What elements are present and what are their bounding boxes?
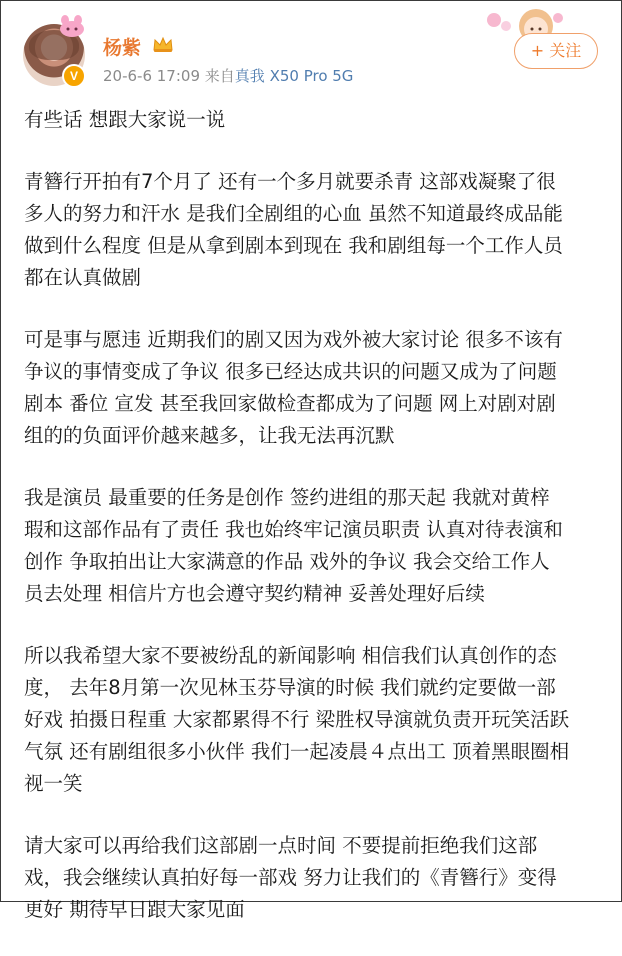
bunny-icon <box>56 14 88 38</box>
body-line: 气氛 还有剧组很多小伙伴 我们一起凌晨４点出工 顶着黑眼圈相 <box>24 740 570 763</box>
verified-badge-icon: V <box>62 64 86 88</box>
body-line: 多人的努力和汗水 是我们全剧组的心血 虽然不知道最终成品能 <box>24 202 563 225</box>
crown-icon[interactable] <box>152 35 174 53</box>
body-paragraph <box>24 830 608 926</box>
follow-button[interactable]: + 关注 <box>514 33 598 69</box>
body-paragraph <box>24 324 608 452</box>
body-line: 视一笑 <box>24 772 83 795</box>
body-line: 戏，我会继续认真拍好每一部戏 努力让我们的《青簪行》变得 <box>24 866 557 889</box>
body-line: 所以我希望大家不要被纷乱的新闻影响 相信我们认真创作的态 <box>24 644 557 667</box>
body-line: 青簪行开拍有7个月了 还有一个多月就要杀青 这部戏凝聚了很 <box>24 170 556 193</box>
body-line: 都在认真做剧 <box>24 266 142 289</box>
body-line: 度， 去年8月第一次见林玉芬导演的时候 我们就约定要做一部 <box>24 676 556 699</box>
body-line: 创作 争取拍出让大家满意的作品 戏外的争议 我会交给工作人 <box>24 550 550 573</box>
body-line: 争议的事情变成了争议 很多已经达成共识的问题又成为了问题 <box>24 360 557 383</box>
post-header <box>0 0 622 98</box>
body-line: 我是演员 最重要的任务是创作 签约进组的那天起 我就对黄梓 <box>24 486 550 509</box>
body-line: 更好 期待早日跟大家见面 <box>24 898 245 921</box>
source-prefix: 来自 <box>204 67 235 85</box>
post-meta <box>103 65 353 86</box>
username[interactable]: 杨紫 <box>103 37 142 59</box>
body-line: 好戏 拍摄日程重 大家都累得不行 梁胜权导演就负责开玩笑活跃 <box>24 708 570 731</box>
body-line: 剧本 番位 宣发 甚至我回家做检查都成为了问题 网上对剧对剧 <box>24 392 556 415</box>
body-line: 请大家可以再给我们这部剧一点时间 不要提前拒绝我们这部 <box>24 834 538 857</box>
body-paragraph <box>24 104 608 136</box>
body-line: 组的的负面评价越来越多，让我无法再沉默 <box>24 424 395 447</box>
post-date: 20-6-6 17:09 <box>103 67 200 85</box>
body-paragraph <box>24 166 608 294</box>
body-line: 可是事与愿违 近期我们的剧又因为戏外被大家讨论 很多不该有 <box>24 328 563 351</box>
body-line: 有些话 想跟大家说一说 <box>24 108 226 131</box>
body-line: 做到什么程度 但是从拿到剧本到现在 我和剧组每一个工作人员 <box>24 234 563 257</box>
body-line: 瑕和这部作品有了责任 我也始终牢记演员职责 认真对待表演和 <box>24 518 563 541</box>
body-paragraph <box>24 482 608 610</box>
body-paragraph <box>24 640 608 800</box>
post-body <box>24 104 608 956</box>
device-link[interactable]: 真我 X50 Pro 5G <box>234 67 354 85</box>
body-line: 员去处理 相信片方也会遵守契约精神 妥善处理好后续 <box>24 582 485 605</box>
